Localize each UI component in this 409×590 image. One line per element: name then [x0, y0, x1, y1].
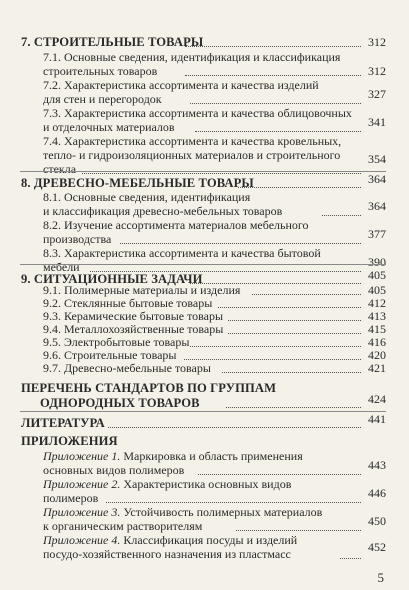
section-7-1-line2: строительных товаров	[43, 64, 158, 78]
standards-title-line1: ПЕРЕЧЕНЬ СТАНДАРТОВ ПО ГРУППАМ	[21, 381, 277, 395]
leader	[195, 131, 361, 132]
section-8-1-line1: 8.1. Основные сведения, идентификация	[43, 190, 251, 204]
section-8-3-page: 390	[368, 255, 386, 269]
section-7-4-line2: тепло- и гидроизоляционных материалов и строительного	[43, 148, 341, 162]
appendix-title: ПРИЛОЖЕНИЯ	[21, 434, 118, 448]
leader	[190, 103, 361, 104]
chapter-8-page: 364	[368, 172, 386, 186]
appendix-1-line2: основных видов полимеров	[43, 463, 185, 477]
chapter-8-title: 8. ДРЕВЕСНО-МЕБЕЛЬНЫЕ ТОВАРЫ	[21, 176, 254, 190]
leader	[252, 294, 361, 295]
section-8-1-page: 364	[368, 199, 386, 213]
section-9-4: 9.4. Металлохозяйственные товары	[43, 322, 224, 336]
appendix-4-page: 452	[368, 540, 386, 554]
section-9-3: 9.3. Керамические бытовые товары	[43, 309, 224, 323]
appendix-1-line1	[43, 449, 303, 463]
section-9-6-page: 420	[368, 348, 386, 362]
page-number: 5	[377, 570, 384, 585]
section-9-5: 9.5. Электробытовые товары	[43, 335, 190, 349]
section-7-4-line1: 7.4. Характеристика ассортимента и качества кровельных,	[43, 134, 342, 148]
section-7-3-page: 341	[368, 115, 386, 129]
leader	[184, 359, 361, 360]
section-9-3-page: 413	[368, 309, 386, 323]
standards-page: 424	[368, 392, 386, 406]
leader	[236, 530, 361, 531]
section-8-2-line2: производства	[43, 232, 112, 246]
leader	[106, 502, 361, 503]
section-7-1-line1: 7.1. Основные сведения, идентификация и классификация	[43, 50, 341, 64]
section-9-1-page: 405	[368, 283, 386, 297]
divider	[20, 411, 386, 412]
section-7-2-page: 327	[368, 87, 386, 101]
section-7-4-line3: стекла	[43, 162, 77, 176]
appendix-4-label: Приложение 4.	[43, 533, 121, 547]
appendix-3-label: Приложение 3.	[43, 505, 121, 519]
chapter-9-page: 405	[368, 268, 386, 282]
section-7-1-page: 312	[368, 64, 386, 78]
section-9-5-page: 416	[368, 335, 386, 349]
leader	[228, 320, 361, 321]
leader	[185, 75, 361, 76]
divider	[20, 171, 386, 172]
appendix-3-line2: к органическим растворителям	[43, 519, 203, 533]
section-8-2-page: 377	[368, 227, 386, 241]
leader	[108, 427, 361, 428]
appendix-4-line2: посудо-хозяйственного назначения из пластмасс	[43, 547, 291, 561]
section-7-3-line2: и отделочных материалов	[43, 120, 175, 134]
section-9-1: 9.1. Полимерные материалы и изделия	[43, 283, 241, 297]
leader	[340, 558, 361, 559]
chapter-7-page: 312	[368, 35, 386, 49]
appendix-1-text: Маркировка и область применения	[120, 449, 303, 463]
section-7-2-line1: 7.2. Характеристика ассортимента и качества изделий	[43, 78, 319, 92]
section-8-3-line1: 8.3. Характеристика ассортимента и качества бытовой	[43, 246, 321, 260]
appendix-3-text: Устойчивость полимерных материалов	[120, 505, 323, 519]
section-8-3-line2: мебели	[43, 260, 80, 274]
leader	[238, 187, 361, 188]
section-7-3-line1: 7.3. Характеристика ассортимента и качества облицовочных	[43, 106, 352, 120]
appendix-1-page: 443	[368, 458, 386, 472]
leader	[228, 333, 361, 334]
leader	[82, 173, 361, 174]
section-9-7: 9.7. Древесно-мебельные товары	[43, 361, 211, 375]
appendix-4-line1	[43, 533, 297, 547]
leader	[185, 46, 361, 47]
leader	[218, 307, 361, 308]
appendix-2-page: 446	[368, 486, 386, 500]
chapter-9-title: 9. СИТУАЦИОННЫЕ ЗАДАЧИ	[21, 272, 203, 286]
section-9-4-page: 415	[368, 322, 386, 336]
divider	[20, 264, 386, 265]
appendix-2-line1	[43, 477, 291, 491]
section-8-1-line2: и классификация древесно-мебельных товаров	[43, 204, 283, 218]
section-9-7-page: 421	[368, 361, 386, 375]
section-9-2-page: 412	[368, 296, 386, 310]
appendix-2-label: Приложение 2.	[43, 477, 121, 491]
section-9-6: 9.6. Строительные товары	[43, 348, 177, 362]
appendix-1-label: Приложение 1.	[43, 449, 121, 463]
appendix-2-line2: полимеров	[43, 491, 99, 505]
section-7-2-line2: для стен и перегородок	[43, 92, 162, 106]
appendix-3-line1	[43, 505, 322, 519]
leader	[190, 346, 361, 347]
leader	[198, 474, 361, 475]
section-7-4-page: 354	[368, 152, 386, 166]
appendix-2-text: Характеристика основных видов	[120, 477, 292, 491]
literature-title: ЛИТЕРАТУРА	[21, 416, 105, 430]
section-9-2: 9.2. Стеклянные бытовые товары	[43, 296, 213, 310]
section-8-2-line1: 8.2. Изучение ассортимента материалов мебельного	[43, 218, 309, 232]
leader	[322, 215, 361, 216]
leader	[222, 372, 361, 373]
leader	[120, 243, 361, 244]
standards-title-line2: ОДНОРОДНЫХ ТОВАРОВ	[40, 396, 200, 410]
leader	[226, 407, 361, 408]
appendix-3-page: 450	[368, 514, 386, 528]
appendix-4-text: Классификация посуды и изделий	[120, 533, 298, 547]
chapter-7-title: 7. СТРОИТЕЛЬНЫЕ ТОВАРЫ	[21, 35, 204, 49]
literature-page: 441	[368, 412, 386, 426]
